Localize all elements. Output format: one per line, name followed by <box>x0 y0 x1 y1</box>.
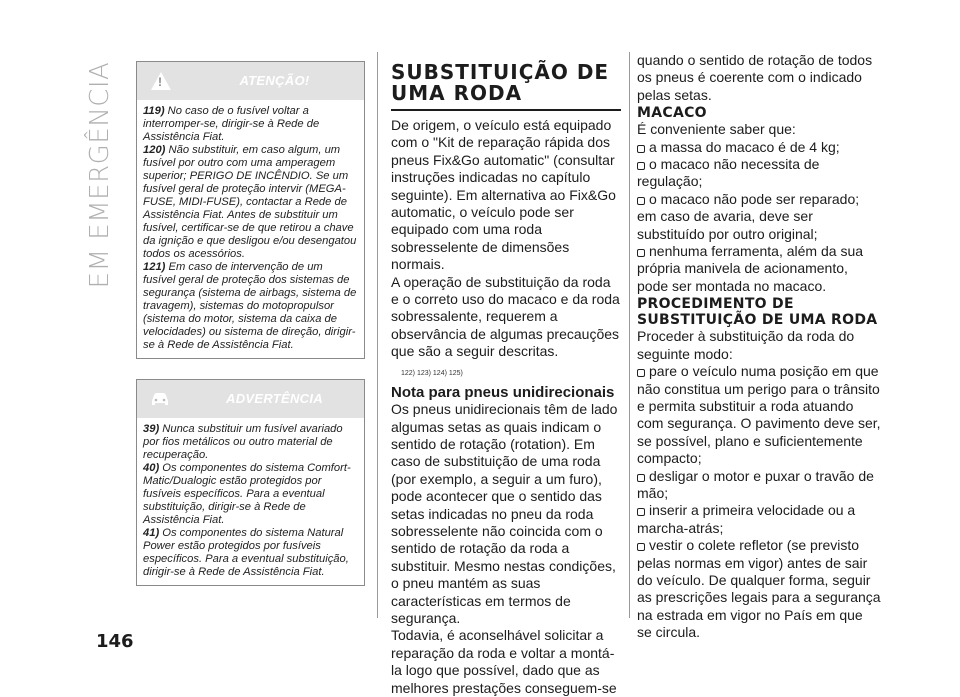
column-divider <box>629 52 630 618</box>
bullet-icon <box>637 197 645 205</box>
warning-paragraph: 39) Nunca substituir um fusível avariado por fios metálicos ou outro material de recuperação. <box>143 423 343 461</box>
list-item: pare o veículo numa posição em que não constitua um perigo para o trânsito e permita substituir a roda atuando com segurança. O pavimento deve ser, se possível, plano e suficientemente compacto; <box>637 363 881 467</box>
reference-markers: 122) 123) 124) 125) <box>401 369 463 377</box>
warning-title: ADVERTÊNCIA <box>226 391 323 406</box>
body-paragraph: É conveniente saber que: <box>637 121 796 138</box>
heading-rule <box>391 109 621 111</box>
column-divider <box>377 52 378 618</box>
chapter-side-title: EM EMERGÊNCIA <box>85 61 115 289</box>
warning-header <box>137 380 364 418</box>
list-item: desligar o motor e puxar o travão de mão; <box>637 467 874 501</box>
right-column <box>637 52 881 642</box>
attention-paragraph: 119) No caso de o fusível voltar a interromper-se, dirigir-se à Rede de Assistência Fiat. <box>143 105 320 143</box>
list-item: vestir o colete refletor (se previsto pelas normas em vigor) antes de sair do veículo. De qualquer forma, seguir as prescrições legais para a segurança na estrada em vigor no País em que se circula. <box>637 537 881 641</box>
list-item: o macaco não necessita de regulação; <box>637 156 820 190</box>
subsection-title: MACACO <box>637 105 707 122</box>
list-item: a massa do macaco é de 4 kg; <box>637 139 881 156</box>
bullet-icon <box>637 474 645 482</box>
attention-body <box>137 100 364 358</box>
list-item: inserir a primeira velocidade ou a marcha-atrás; <box>637 502 856 536</box>
body-paragraph: Todavia, é aconselhável solicitar a reparação da roda e voltar a montá-la logo que possível, dado que as melhores prestações conseguem-se <box>391 627 617 696</box>
bullet-icon <box>637 543 645 551</box>
body-paragraph: De origem, o veículo está equipado com o "Kit de reparação rápida dos pneus Fix&Go automatic" (consultar instruções indicadas no capítulo seguinte). Em alternativa ao Fix&Go automatic, o veículo pode ser equipado com uma roda sobresselente de dimensões normais. <box>391 117 616 273</box>
section-heading: SUBSTITUIÇÃO DE UMA RODA <box>391 60 610 105</box>
body-paragraph: quando o sentido de rotação de todos os pneus é coerente com o indicado pelas setas. <box>637 52 873 103</box>
body-paragraph: A operação de substituição da roda e o correto uso do macaco e da roda sobressalente, requerem a observância de algumas precauções que são a seguir descritas. <box>391 273 620 360</box>
subheading: Nota para pneus unidirecionais <box>391 384 615 402</box>
attention-paragraph: 121) Em caso de intervenção de um fusível geral de proteção dos sistemas de segurança (sistema de airbags, sistema de travagem), sistemas do motopropulsor (sistema do motor, sistema da caixa de velocidades) ou sistema de direção, dirigir-se à Rede de Assistência Fiat. <box>143 261 357 351</box>
attention-paragraph: 120) Não substituir, em caso algum, um fusível por outro com uma amperagem superior; PERIGO DE INCÊNDIO. Se um fusível geral de proteção intervir (MEGA-FUSE, MIDI-FUSE), contactar a Rede de Assistência Fiat. Antes de substituir um fusível, certificar-se de que retirou a chave da ignição e que desligou e/ou desengatou todos os acessórios. <box>143 144 357 260</box>
warning-paragraph: 41) Os componentes do sistema Natural Power estão protegidos por fusíveis específicos. Para a eventual substituição, dirigir-se à Rede de Assistência Fiat. <box>143 527 349 578</box>
bullet-icon <box>637 145 645 153</box>
main-column <box>391 62 621 697</box>
list-item: nenhuma ferramenta, além da sua própria manivela de acionamento, pode ser montada no macaco. <box>637 243 864 294</box>
bullet-icon <box>637 508 645 516</box>
subsection-title: PROCEDIMENTO DE SUBSTITUIÇÃO DE UMA RODA <box>637 296 878 329</box>
attention-box <box>136 61 365 359</box>
attention-title: ATENÇÃO! <box>239 73 310 88</box>
body-paragraph: Os pneus unidirecionais têm de lado algumas setas as quais indicam o sentido de rotação (rotation). Em caso de substituição de uma roda (por exemplo, a seguir a um furo), pode acontecer que o sentido das setas indicadas no pneu da roda sobresselente não coincida com o sentido de rotação da roda a substituir. Mesmo nestas condições, o pneu mantém as suas características em termos de segurança. <box>391 401 618 626</box>
bullet-icon <box>637 162 645 170</box>
attention-header <box>137 62 364 100</box>
body-paragraph: Proceder à substituição da roda do seguinte modo: <box>637 328 855 362</box>
warning-body <box>137 418 364 585</box>
page-number: 146 <box>96 631 134 652</box>
bullet-icon <box>637 249 645 257</box>
bullet-icon <box>637 369 645 377</box>
warning-paragraph: 40) Os componentes do sistema Comfort-Matic/Dualogic estão protegidos por fusíveis específicos. Para a eventual substituição, dirigir-se à Rede de Assistência Fiat. <box>143 462 351 526</box>
list-item: o macaco não pode ser reparado; em caso de avaria, deve ser substituído por outro original; <box>637 190 860 242</box>
warning-box <box>136 379 365 586</box>
